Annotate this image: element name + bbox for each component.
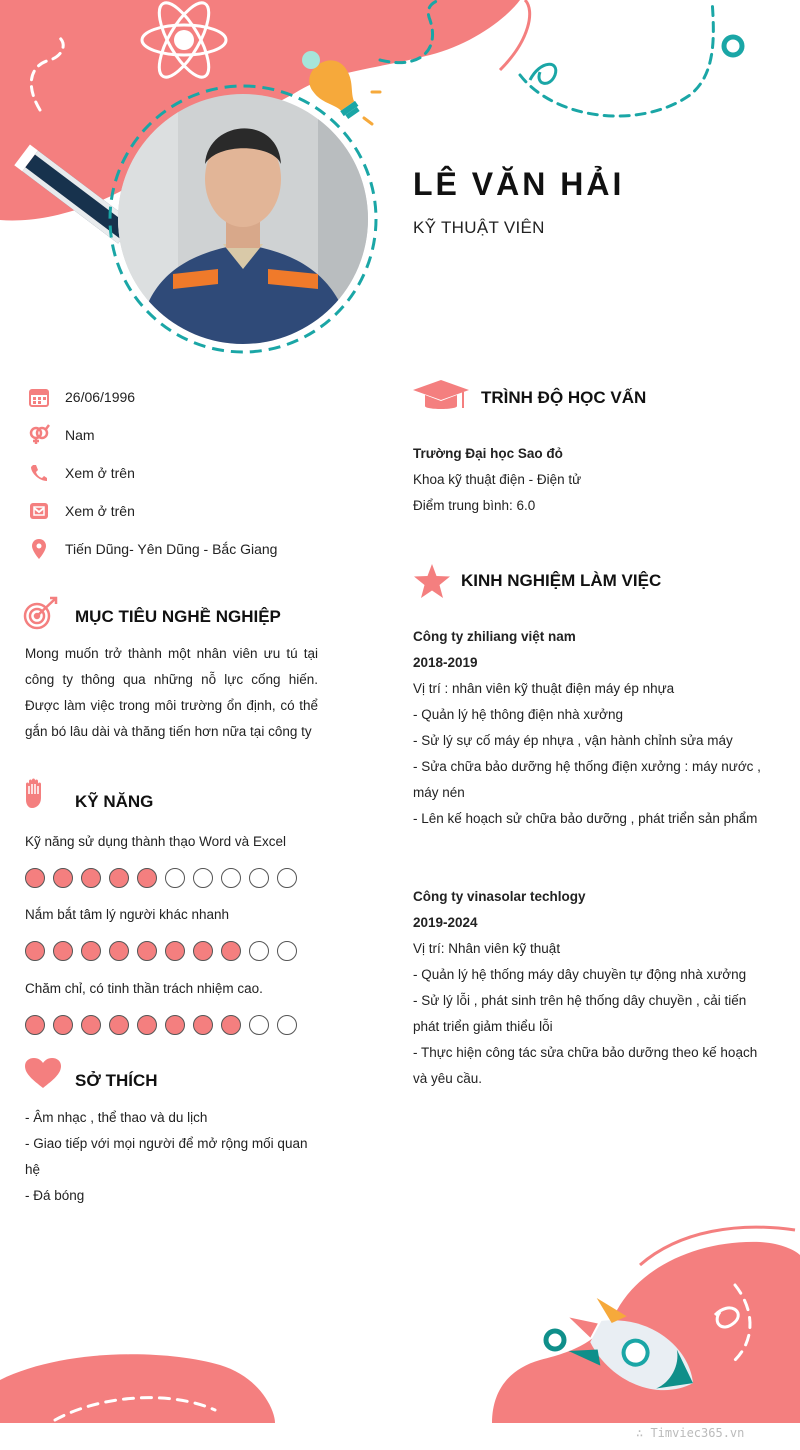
rating-dot-filled [137,941,157,961]
skill-label: Nắm bắt tâm lý người khác nhanh [25,907,229,922]
skill-label: Kỹ năng sử dụng thành thạo Word và Excel [25,834,286,849]
rating-dot-empty [277,941,297,961]
loop-curve [530,64,556,83]
rating-dot-empty [277,1015,297,1035]
hobby-item: - Giao tiếp với mọi người để mở rộng mối quan hệ [25,1136,308,1177]
rating-dot-filled [25,941,45,961]
candidate-name: LÊ VĂN HẢI [413,166,625,202]
phone-icon [28,462,50,484]
bottom-left-blob [0,1354,275,1423]
rating-dot-empty [249,941,269,961]
email-text: Xem ở trên [65,503,135,519]
job-duty: - Lên kế hoạch sử chữa bảo dưỡng , phát triển sản phẩm [413,811,758,826]
skills-title: KỸ NĂNG [75,792,154,811]
skill-rating [25,1015,297,1035]
school-name: Trường Đại học Sao đỏ [413,446,563,461]
gpa: Điểm trung bình: 6.0 [413,498,536,513]
email-icon [28,500,50,522]
job-duty: - Sử lý lỗi , phát sinh trên hệ thống dây chuyền , cải tiến phát triển giảm thiểu lỗi [413,993,747,1034]
rating-dot-filled [109,941,129,961]
rating-dot-filled [81,941,101,961]
gender-icon [28,424,50,446]
graduation-cap-icon [413,380,469,419]
rocket-ring [546,1331,564,1349]
phone-text: Xem ở trên [65,465,135,481]
skill-rating [25,868,297,888]
hobby-item: - Âm nhạc , thể thao và du lịch [25,1110,208,1125]
target-icon [23,596,59,635]
skill-rating [25,941,297,961]
company-name: Công ty zhiliang việt nam [413,629,576,644]
rating-dot-empty [277,868,297,888]
contact-email [28,499,135,523]
job-position: Vị trí : nhân viên kỹ thuật điện máy ép nhựa [413,681,675,696]
rating-dot-filled [193,941,213,961]
contact-phone [28,461,135,485]
bulb-rays [364,92,380,124]
job-duty: - Quản lý hệ thông điện nhà xưởng [413,707,624,722]
job-duty: - Quản lý hệ thống máy dây chuyền tự động nhà xưởng [413,967,747,982]
job-title: KỸ THUẬT VIÊN [413,218,545,237]
rating-dot-filled [25,1015,45,1035]
bulb-dot [302,51,320,69]
contact-address [28,537,277,561]
job-duty: - Thực hiện công tác sửa chữa bảo dưỡng theo kế hoạch và yêu cầu. [413,1045,758,1086]
rating-dot-filled [109,1015,129,1035]
profile-photo [118,94,368,344]
rating-dot-empty [193,868,213,888]
rating-dot-empty [165,868,185,888]
company-name: Công ty vinasolar techlogy [413,889,586,904]
birthday-text: 26/06/1996 [65,389,136,405]
job-duty: - Sửa chữa bảo dưỡng hệ thống điện xưởng : máy nước , máy nén [413,759,761,800]
rating-dot-filled [53,1015,73,1035]
faculty: Khoa kỹ thuật điện - Điện tử [413,472,582,487]
rating-dot-filled [221,941,241,961]
job-entry [413,884,775,1092]
objective-title: MỤC TIÊU NGHỀ NGHIỆP [75,607,281,626]
contact-birthday [28,385,135,409]
hand-icon [24,778,48,815]
ring-icon [724,37,742,55]
address-text: Tiến Dũng- Yên Dũng - Bắc Giang [65,541,278,557]
education-title: TRÌNH ĐỘ HỌC VẤN [481,388,647,407]
job-duty: - Sử lý sự cố máy ép nhựa , vận hành chỉnh sửa máy [413,733,733,748]
experience-title: KINH NGHIỆM LÀM VIỆC [461,571,662,590]
hobbies-title: SỞ THÍCH [75,1071,158,1090]
dashed-curve-right [520,0,713,116]
contact-gender [28,423,95,447]
skill-label: Chăm chỉ, có tinh thần trách nhiệm cao. [25,981,263,996]
heart-icon [25,1058,61,1095]
rating-dot-filled [137,868,157,888]
rating-dot-empty [249,868,269,888]
location-pin-icon [28,538,50,560]
rating-dot-filled [221,1015,241,1035]
rating-dot-filled [137,1015,157,1035]
gender-text: Nam [65,427,95,443]
job-position: Vị trí: Nhân viên kỹ thuật [413,941,561,956]
rating-dot-empty [221,868,241,888]
rating-dot-filled [109,868,129,888]
rating-dot-empty [249,1015,269,1035]
calendar-icon [28,386,50,408]
rating-dot-filled [165,941,185,961]
rating-dot-filled [81,868,101,888]
star-icon [414,564,450,603]
education-block [413,441,783,519]
rating-dot-filled [53,941,73,961]
job-period: 2018-2019 [413,655,478,670]
rating-dot-filled [193,1015,213,1035]
rating-dot-filled [53,868,73,888]
rating-dot-filled [25,868,45,888]
job-period: 2019-2024 [413,915,478,930]
rating-dot-filled [81,1015,101,1035]
watermark: ∴ Timviec365.vn [636,1426,745,1440]
rating-dot-filled [165,1015,185,1035]
hobbies-list [25,1105,325,1209]
objective-text: Mong muốn trở thành một nhân viên ưu tú tại công ty thông qua những nỗ lực cống hiến. Được làm việc trong môi trường ổn định, có thể gắn bó lâu dài và thăng tiến hơn nữa tại công ty [25,646,318,739]
hobby-item: - Đá bóng [25,1188,85,1203]
job-entry [413,624,775,832]
